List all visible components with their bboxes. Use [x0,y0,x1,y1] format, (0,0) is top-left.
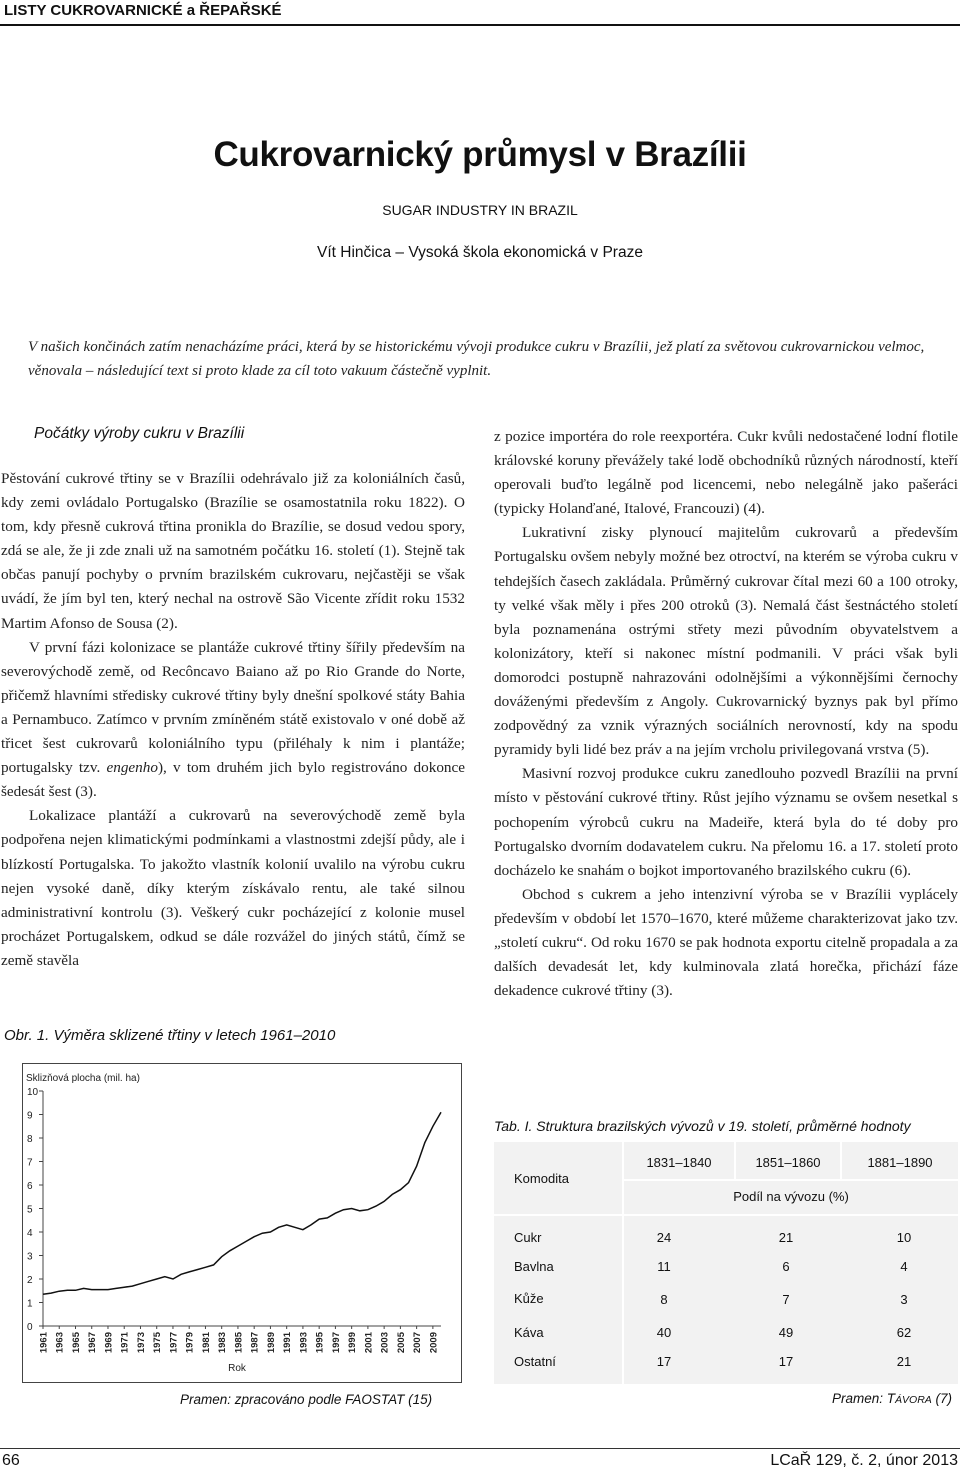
page-number: 66 [2,1452,20,1469]
table-source-prefix: Pramen: T [832,1391,896,1406]
journal-issue: LCaŘ 129, č. 2, únor 2013 [770,1452,958,1469]
table-caption: Tab. I. Struktura brazilských vývozů v 19. století, průměrné hodnoty [494,1118,911,1134]
table-cell-value: 11 [657,1259,671,1274]
y-tick-label: 5 [27,1204,33,1216]
left-paragraph-2-part-a: V první fázi kolonizace se plantáže cukrové třtiny šířily především na severovýchodě země, od Recôncavo Baiano až po Rio Grande do Norte, přičemž hlavními středisky cukrové třtiny byly dnešní spolkové státy Bahia a Pernambuco. Zatímco v prvním zmíněném státě existovalo v oné době až třicet šest cukrovarů koloniálního typu (přiléhaly k nim i plantáže; portugalsky tzv. [1,638,465,777]
table-cell-value: 24 [656,1230,672,1245]
x-tick-label: 1999 [347,1332,359,1354]
table-cell-value: 10 [896,1230,912,1245]
table-source [832,1391,952,1406]
table-cell-value: 17 [656,1354,672,1369]
table-cell-commodity: Ostatní [514,1354,556,1369]
table-header-period: 1851–1860 [755,1155,821,1170]
table-cell-value: 49 [778,1325,794,1340]
x-tick-label: 2003 [379,1332,391,1354]
x-tick-label: 1977 [168,1332,180,1354]
x-tick-label: 1973 [135,1332,147,1354]
figure-source: Pramen: zpracováno podle FAOSTAT (15) [180,1392,433,1407]
y-tick-label: 6 [27,1181,33,1192]
x-tick-label: 1979 [184,1332,196,1354]
x-tick-label: 1997 [330,1332,342,1354]
x-tick-label: 1963 [54,1332,66,1354]
x-tick-label: 1975 [152,1332,164,1354]
data-series-line [43,1112,441,1294]
article-title: Cukrovarnický průmysl v Brazílii [213,135,747,174]
exports-table [494,1142,958,1384]
table-cell-value: 40 [656,1325,672,1340]
x-tick-label: 1967 [87,1332,99,1354]
x-tick-label: 1987 [249,1332,261,1354]
x-tick-label: 2005 [395,1332,407,1354]
journal-header-label: LISTY CUKROVARNICKÉ a ŘEPAŘSKÉ [4,2,282,19]
x-tick-label: 1989 [265,1332,277,1354]
y-axis-label: Sklizňová plocha (mil. ha) [26,1073,140,1084]
x-tick-label: 1993 [298,1332,310,1354]
x-tick-label: 2001 [363,1332,375,1354]
running-header [0,0,960,26]
chart-canvas [23,1064,461,1382]
table-cell-value: 8 [660,1292,668,1307]
x-tick-label: 1961 [38,1332,50,1354]
table-cell-value: 4 [900,1259,908,1274]
x-tick-label: 1995 [314,1332,326,1354]
y-tick-label: 8 [27,1134,33,1145]
left-text-column [1,467,465,973]
left-paragraph-1: Pěstování cukrové třtiny se v Brazílii odehrávalo již za koloniálních časů, kdy zemi ovládalo Portugalsko (Brazílie se osamostatnila roku 1822). O tom, kdy přesně cukrová třtina pronikla do Brazílie, se dosud vedou spory, zdá se ale, že ji zde znali už na samotném počátku 16. století (1). Stejně tak občas panují pochyby o prvním brazilském cukrovaru, nejčastěji se však uvádí, že jím byl ten, který nechal na ostrově São Vicente zřídit roku 1532 Martim Afonso de Sousa (2). [1,470,465,632]
figure-caption: Obr. 1. Výměra sklizené třtiny v letech 1961–2010 [4,1027,336,1044]
table-hline [494,1214,958,1216]
line-chart [22,1063,462,1383]
left-paragraph-2 [1,636,465,805]
table-cell-value: 3 [900,1292,908,1307]
table-cell-value: 17 [778,1354,794,1369]
x-tick-label: 1969 [103,1332,115,1354]
table-cell-commodity: Cukr [514,1230,542,1245]
x-axis-label: Rok [228,1363,246,1374]
article-author: Vít Hinčica – Vysoká škola ekonomická v Praze [317,244,643,261]
y-tick-label: 7 [27,1157,33,1169]
section-heading: Počátky výroby cukru v Brazílii [34,425,245,442]
left-paragraph-2-part-b: ), v tom druhém jich bylo registrováno dokonce šedesát šest (3). [1,759,466,801]
right-text-column [494,425,958,1003]
header-rule [0,24,960,26]
table-cell-value: 7 [782,1292,790,1307]
article-subtitle: SUGAR INDUSTRY IN BRAZIL [382,202,578,218]
y-tick-label: 3 [27,1251,33,1263]
y-tick-label: 9 [27,1110,33,1122]
y-tick-label: 4 [27,1228,33,1239]
left-paragraph-3: Lokalizace plantáží a cukrovarů na severovýchodě země byla podpořena nejen klimatickými podmínkami a vlastnostmi zdejší půdy, ale i blízkostí Portugalska. To jakožto vlastník kolonií uvalilo na výrobu cukru nejen vysoké daně, díky kterým získávalo rentu, ale také silnou administrativní kontrolu (3). Veškerý cukr pocházející z kolonie musel procházet Portugalskem, odkud se dále rozvážel do jiných států, čímž se země stavěla [1,807,465,969]
table-cell-value: 21 [896,1354,912,1369]
x-tick-label: 1983 [217,1332,229,1354]
right-paragraph-4: Obchod s cukrem a jeho intenzivní výroba se v Brazílii vyplácely především v období let 1570–1670, které můžeme charakterizovat jako tzv. „století cukru“. Od roku 1670 se pak hodnota exportu citelně propadala a za dalších devadesát let, kdy kulminovala zlatá horečka, přichází fáze dekadence cukrové třtiny (3). [494,885,958,1000]
x-tick-label: 1971 [119,1332,131,1354]
article-abstract: V našich končinách zatím nenacházíme práci, která by se historickému vývoji produkce cukru v Brazílii, jež platí za světovou cukrovarnickou velmoc, věnovala – následující text si proto klade za cíl toto vakuum částečně vyplnit. [28,339,925,379]
table-cell-value: 21 [778,1230,794,1245]
right-paragraph-1: z pozice importéra do role reexportéra. Cukr kvůli nedostačené lodní flotile královské koruny převážely také lodě obchodníků různých národností, kteří operovali buďto legálně pod licencemi, nebo nelegálně jako pašeráci (typicky Holanďané, Italové, Francouzi) (4). [494,428,958,518]
x-tick-label: 2009 [428,1332,440,1354]
left-paragraph-2-term: engenho [106,759,158,777]
table-header-share: Podíl na vývozu (%) [733,1189,849,1204]
x-tick-label: 1981 [200,1332,212,1354]
right-paragraph-2: Lukrativní zisky plynoucí majitelům cukrovarů a především Portugalsku ovšem nebyly možné bez otroctví, na kterém se výroba cukru v tehdejších časech zakládala. Průměrný cukrovar čítal mezi 60 a 100 otroky, ty velké však měly i přes 200 otroků (3). Nemalá část šestnáctého století byla poznamenána ostrými střety mezi původním obyvatelstvem a kolonizátory, kteří si nakonec místní podmanili. V práci však byli domorodci postupně nahrazováni odolnějšími a výkonnějšími černochy dováženými především z Angoly. Cukrovarnický byznys pak byl přímo zodpovědný za vznik výrazných sociálních nerovností, kdy na spodu pyramidy byli lidé bez práv a na jejím vrcholu privilegovaná vrstva (5). [494,524,958,759]
y-tick-label: 2 [27,1275,33,1286]
x-tick-label: 1991 [282,1332,294,1354]
table-header-commodity: Komodita [514,1171,569,1186]
table-cell-commodity: Kůže [514,1291,544,1306]
table-cell-value: 62 [896,1325,912,1340]
x-tick-label: 2007 [412,1332,424,1354]
table-source-suffix: (7) [931,1391,953,1406]
table-hline [622,1179,958,1181]
table-cell-value: 6 [782,1259,790,1274]
table-source-smallcaps: ÁVORA [895,1394,932,1406]
table-header-period: 1881–1890 [867,1155,933,1170]
footer-rule [0,1448,960,1449]
table-cell-commodity: Káva [514,1325,544,1340]
y-tick-label: 1 [27,1298,33,1310]
y-tick-label: 0 [27,1322,33,1333]
x-tick-label: 1985 [233,1332,245,1354]
right-paragraph-3: Masivní rozvoj produkce cukru zanedlouho pozvedl Brazílii na první místo v pěstování cukrové třtiny. Růst jejího významu se ovšem nesetkal s pochopením výrobců cukru na Madeiře, která byla do té doby pro Portugalsko dvorním dodavatelem cukru. Na přelomu 16. a 17. století proto docházelo ke snahám o bojkot importovaného brazilského cukru (6). [494,765,958,879]
table-header-period: 1831–1840 [646,1155,712,1170]
y-tick-label: 10 [27,1087,39,1098]
table-cell-commodity: Bavlna [514,1259,554,1274]
x-tick-label: 1965 [70,1332,82,1354]
